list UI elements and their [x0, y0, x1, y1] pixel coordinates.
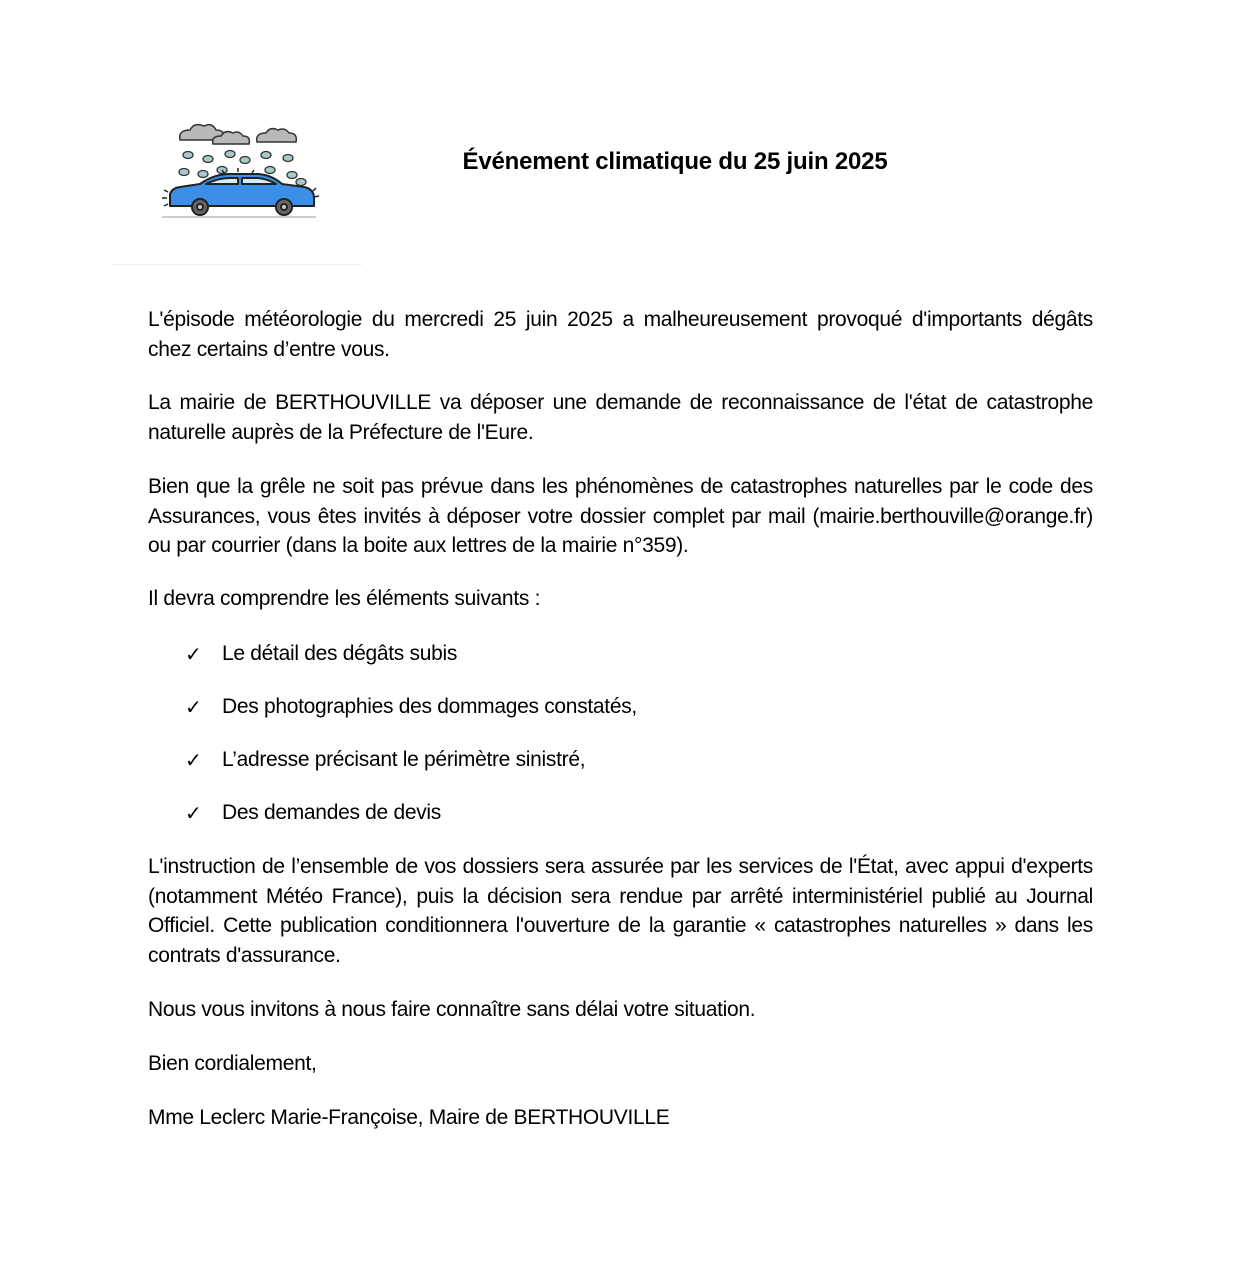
checkmark-icon: ✓ — [185, 748, 202, 772]
required-documents-list — [185, 636, 637, 848]
checkmark-icon: ✓ — [185, 642, 202, 666]
checkmark-icon: ✓ — [185, 695, 202, 719]
list-item-label: Des demandes de devis — [222, 801, 441, 824]
list-item — [185, 636, 637, 689]
paragraph-mairie-request: La mairie de BERTHOUVILLE va déposer une demande de reconnaissance de l'état de catastrophe naturelle auprès de la Préfecture de l'Eure. — [148, 391, 1093, 444]
closing-salutation: Bien cordialement, — [148, 1052, 317, 1075]
list-item-label: Le détail des dégâts subis — [222, 642, 458, 665]
list-item — [185, 689, 637, 742]
paragraph-list-intro: Il devra comprendre les éléments suivants : — [148, 587, 541, 610]
page-title: Événement climatique du 25 juin 2025 — [462, 148, 888, 175]
checkmark-icon: ✓ — [185, 801, 202, 825]
paragraph-intro: L'épisode météorologie du mercredi 25 juin 2025 a malheureusement provoqué d'importants dégâts chez certains d’entre vous. — [148, 308, 1093, 361]
paragraph-submission-instructions: Bien que la grêle ne soit pas prévue dans les phénomènes de catastrophes naturelles par le code des Assurances, vous êtes invités à déposer votre dossier complet par mail (mairie.berthouville@orange.fr) ou par courrier (dans la boite aux lettres de la mairie n°359). — [148, 475, 1093, 557]
illustration-frame — [112, 112, 362, 265]
signature: Mme Leclerc Marie-Françoise, Maire de BERTHOUVILLE — [148, 1106, 670, 1129]
list-item-label: L’adresse précisant le périmètre sinistré, — [222, 748, 586, 771]
paragraph-invitation: Nous vous invitons à nous faire connaître sans délai votre situation. — [148, 998, 756, 1021]
list-item-label: Des photographies des dommages constatés, — [222, 695, 637, 718]
list-item — [185, 742, 637, 795]
hail-storm-car-icon — [158, 120, 320, 220]
list-item — [185, 795, 637, 848]
paragraph-instruction-process: L'instruction de l’ensemble de vos dossiers sera assurée par les services de l'État, avec appui d'experts (notamment Météo France), puis la décision sera rendue par arrêté interministériel publié au Journal Officiel. Cette publication conditionnera l'ouverture de la garantie « catastrophes naturelles » dans les contrats d'assurance. — [148, 855, 1093, 967]
